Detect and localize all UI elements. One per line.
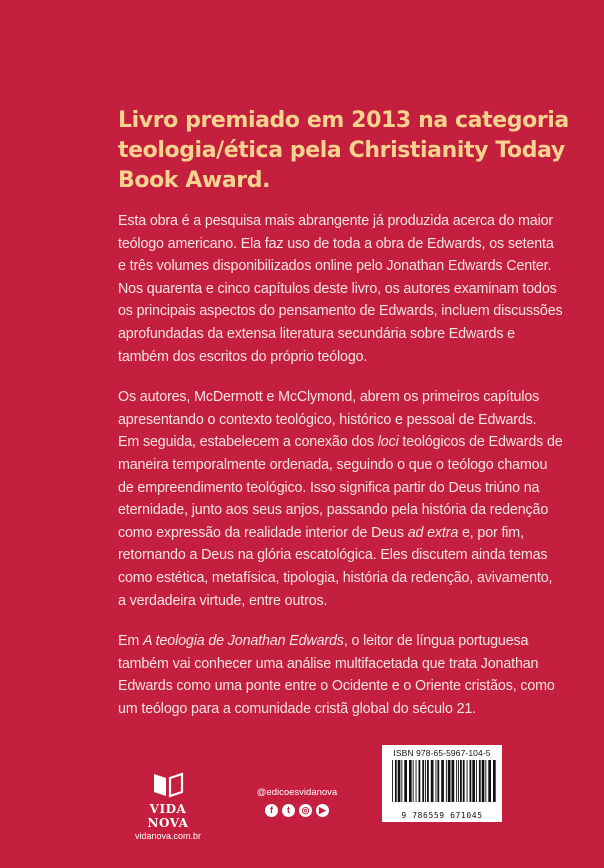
text-line <box>118 323 588 346</box>
text-segment: como expressão da realidade interior de Deus <box>118 524 408 541</box>
text-segment: apresentando o contexto teológico, histórico e pessoal de Edwards. <box>118 411 537 428</box>
social-block <box>247 787 347 817</box>
barcode-bar <box>413 760 414 802</box>
barcode-bar <box>479 760 481 802</box>
text-segment: de empreendimento teológico. Isso significa partir do Deus triúno na <box>118 479 540 496</box>
award-headline <box>118 106 588 196</box>
text-segment: teológicos de Edwards de <box>398 434 563 451</box>
text-segment: Em <box>118 633 143 650</box>
text-segment: também vai conhecer uma análise multifacetada que trata Jonathan <box>118 655 539 672</box>
barcode-bar <box>448 760 451 802</box>
barcode-bar <box>395 760 397 802</box>
text-line <box>118 300 588 323</box>
barcode-bar <box>456 760 457 802</box>
barcode-bar <box>441 760 444 802</box>
text-line <box>118 278 588 301</box>
isbn-barcode <box>382 745 502 822</box>
text-segment: aprofundadas da extensa literatura secundária sobre Edwards e <box>118 325 515 342</box>
publisher-logo <box>128 770 208 841</box>
text-line <box>118 544 588 567</box>
paragraph <box>118 210 588 368</box>
instagram-icon[interactable]: ◎ <box>299 804 312 817</box>
barcode-bar <box>463 760 465 802</box>
barcode-bar <box>425 760 426 802</box>
text-segment: Esta obra é a pesquisa mais abrangente já produzida acerca do maior <box>118 213 554 229</box>
barcode-bar <box>458 760 459 802</box>
barcode-bar <box>476 760 477 802</box>
barcode-bar <box>470 760 472 802</box>
isbn-label: ISBN 978-65-5967-104-5 <box>393 748 491 758</box>
barcode-bar <box>493 760 496 802</box>
barcode-bar <box>485 760 486 802</box>
publisher-url: vidanova.com.br <box>134 831 202 841</box>
barcode-bar <box>436 760 437 802</box>
text-segment: a verdadeira virtude, entre outros. <box>118 592 328 609</box>
headline-line: teologia/ética pela Christianity Today <box>118 138 565 163</box>
barcode-bar <box>419 760 421 802</box>
text-line <box>118 653 588 676</box>
italic-text: ad extra <box>407 524 459 541</box>
text-line <box>118 210 588 233</box>
text-line <box>118 630 588 653</box>
barcode-bars <box>390 760 496 808</box>
text-line <box>118 386 588 409</box>
text-line <box>118 675 588 698</box>
text-line <box>118 233 588 256</box>
text-line <box>118 409 588 432</box>
barcode-bar <box>422 760 424 802</box>
barcode-bar <box>488 760 491 802</box>
text-segment: um teólogo para a comunidade cristã global do século 21. <box>118 700 476 717</box>
headline-line: Livro premiado em 2013 na categoria <box>118 108 569 133</box>
social-handle: @edicoesvidanova <box>256 787 338 798</box>
youtube-icon[interactable]: ▶ <box>316 804 329 817</box>
barcode-bar <box>460 760 462 802</box>
book-logo-icon <box>150 770 186 800</box>
barcode-bar <box>437 760 439 802</box>
paragraph <box>118 386 588 612</box>
text-segment: Nos quarenta e cinco capítulos deste livro, os autores examinam todos <box>118 280 557 297</box>
barcode-bar <box>398 760 401 802</box>
text-line <box>118 431 588 454</box>
text-segment: maneira temporalmente ordenada, seguindo o que o teólogo chamou <box>118 456 548 473</box>
text-line <box>118 522 588 545</box>
publisher-name: VIDA NOVA <box>147 802 189 830</box>
text-line <box>118 346 588 369</box>
text-segment: Os autores, McDermott e McClymond, abrem os primeiros capítulos <box>118 389 540 406</box>
barcode-bar <box>431 760 434 802</box>
text-line <box>118 590 588 613</box>
text-line <box>118 477 588 500</box>
barcode-bar <box>482 760 485 802</box>
text-segment: retornando a Deus na glória escatológica. Eles discutem ainda temas <box>118 547 548 564</box>
text-segment: Em seguida, estabelecem a conexão dos <box>118 434 378 451</box>
text-line <box>118 454 588 477</box>
text-segment: eternidade, junto aos seus anjos, passando pela história da redenção <box>118 502 549 519</box>
barcode-bar <box>416 760 417 802</box>
text-segment: teólogo americano. Ela faz uso de toda a obra de Edwards, os setenta <box>118 235 554 252</box>
text-line <box>118 698 588 721</box>
text-segment: como estética, metafísica, tipologia, história da redenção, avivamento, <box>118 569 553 586</box>
italic-text: loci <box>377 434 399 451</box>
barcode-number: 9 786559 671045 <box>401 811 483 820</box>
barcode-bar <box>446 760 447 802</box>
text-line <box>118 567 588 590</box>
barcode-bar <box>427 760 429 802</box>
paragraph <box>118 630 588 720</box>
barcode-bar <box>401 760 402 802</box>
barcode-bar <box>409 760 412 802</box>
facebook-icon[interactable]: f <box>265 804 278 817</box>
barcode-bar <box>392 760 393 802</box>
text-line <box>118 499 588 522</box>
text-segment: e, por fim, <box>458 524 524 541</box>
text-segment: também dos escritos do próprio teólogo. <box>118 348 368 365</box>
headline-line: Book Award. <box>118 168 271 193</box>
italic-text: A teologia de Jonathan Edwards <box>142 633 344 650</box>
social-icons <box>247 804 347 817</box>
text-segment: os principais aspectos do pensamento de Edwards, incluem discussões <box>118 303 563 320</box>
barcode-bar <box>404 760 407 802</box>
text-line <box>118 255 588 278</box>
text-segment: , o leitor de língua portuguesa <box>343 633 529 650</box>
text-segment: e três volumes disponibilizados online pelo Jonathan Edwards Center. <box>118 258 552 275</box>
text-segment: Edwards como uma ponte entre o Ocidente e o Oriente cristãos, como <box>118 678 555 695</box>
barcode-bar <box>452 760 455 802</box>
twitter-icon[interactable]: t <box>282 804 295 817</box>
barcode-bar <box>467 760 468 802</box>
synopsis <box>118 210 588 738</box>
barcode-bar <box>472 760 475 802</box>
